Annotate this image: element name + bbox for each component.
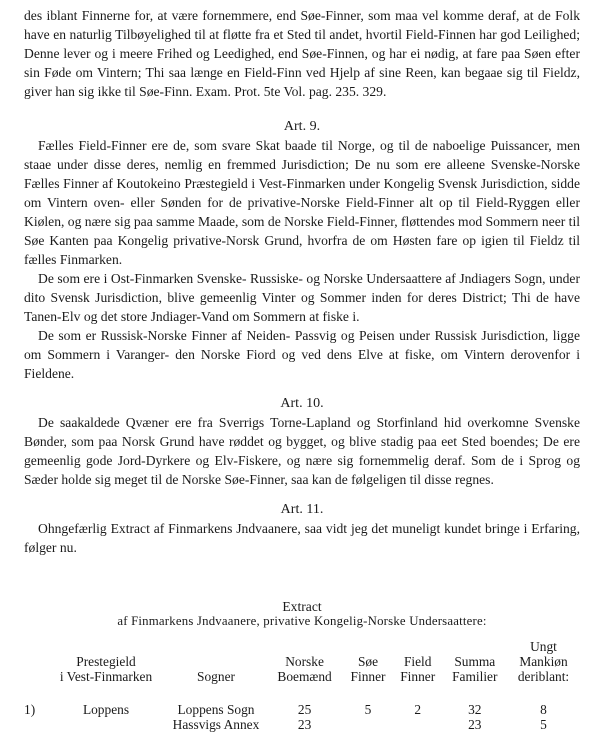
col-number-header [24, 639, 46, 684]
col-ungt-header [507, 639, 580, 684]
inhabitants-table [24, 639, 580, 732]
col-norske-label-1: Norske [285, 654, 324, 669]
article-10-heading: Art. 10. [280, 396, 324, 411]
col-norske-header [266, 639, 343, 684]
table-row [24, 717, 580, 732]
extract-subtitle: af Finmarkens Jndvaanere, privative Kongelig-Norske Undersaattere: [117, 614, 487, 628]
col-field-label-1: Field [403, 654, 432, 669]
row-summa: 23 [468, 717, 482, 732]
col-soe-header [343, 639, 393, 684]
row-ungt: 5 [540, 717, 547, 732]
table-spacer-row [24, 684, 580, 702]
col-field-header [393, 639, 443, 684]
row-number: 1) [24, 702, 36, 717]
col-field-label-2: Finner [400, 669, 436, 684]
row-parish [46, 717, 166, 732]
article-9-paragraph-2: De som ere i Ost-Finmarken Svenske- Russiske- og Norske Undersaattere af Jndiagers Sogn, under dito Svensk Jurisdiction, blive gemeenlig Vinter og Sommer inden for deres District; Thi de have Tanen-Elv og det store Jndiager-Vand om Sommern at fiske i. [24, 271, 580, 324]
table-row [24, 702, 580, 717]
col-ungt-label-2: Mankiøn [519, 654, 568, 669]
row-field [393, 717, 443, 732]
article-11-paragraph-1: Ohngefærlig Extract af Finmarkens Jndvaanere, saa vidt jeg det muneligt kundet bringe i Erfaring, følger nu. [24, 521, 580, 555]
row-soe: 5 [364, 702, 372, 717]
col-summa-label-1: Summa [454, 654, 496, 669]
intro-paragraph: des iblant Finnerne for, at være fornemmere, end Søe-Finner, som maa vel komme deraf, at de Folk have en naturlig Tilbøyelighed til at fløtte fra et Sted til andet, hvortil Field-Finnen har god Leilighed; Denne lever og i meere Frihed og Leedighed, end Søe-Finnen, og har ei nødig, at fare paa Søen efter sin Føde om Vintern; Thi saa længe en Field-Finn ved Hjelp af sine Reen, kan begaae sig til Fieldz, giver han sig ikke til Søe-Finn. Exam. Prot. 5te Vol. pag. 235. 329. [24, 8, 580, 99]
col-sogn-label: Sogner [197, 669, 235, 684]
row-number [24, 717, 46, 732]
extract-title: Extract [282, 599, 322, 614]
article-9-paragraph-3: De som er Russisk-Norske Finner af Neiden- Passvig og Peisen under Russisk Jurisdiction, ligge om Sommern i Varanger- den Norske Fiord og ved dens Elve at fiske, om Vintern derovenfor i Fieldene. [24, 328, 580, 381]
article-9-heading: Art. 9. [283, 119, 321, 134]
row-field: 2 [414, 702, 422, 717]
row-sogn: Hassvigs Annex [172, 717, 260, 732]
col-parish-header [46, 639, 166, 684]
row-ungt: 8 [540, 702, 547, 717]
col-summa-header [443, 639, 507, 684]
row-soe [343, 717, 393, 732]
col-ungt-label-3: deriblant: [517, 669, 570, 684]
col-sogn-header [166, 639, 266, 684]
article-9-paragraph-1: Fælles Field-Finner ere de, som svare Skat baade til Norge, og til de naboelige Puissancer, men staae under disse deres, nemlig en fremmed Jurisdiction; De nu som ere alleene Svenske-Norske Fælles Finner af Koutokeino Præstegield i Vest-Finmarken under Kongelig Svensk Jurisdiction, sidde om Vintern oven- eller Sønden for de privative-Norske Field-Finner alt op til Field-Ryggen eller Kiølen, og nære sig paa samme Maade, som de Norske Field-Finner, fløttendes mod Sommern neer til Søe Kanten paa Kongelig privative-Norsk Grund, hvorfra de om Høsten fare op igien til Fieldz til fælles Finmarken. [24, 138, 580, 267]
row-sogn: Loppens Sogn [177, 702, 255, 717]
col-ungt-label-1: Ungt [530, 639, 557, 654]
col-parish-label-2: i Vest-Finmarken [59, 669, 153, 684]
col-summa-label-2: Familier [452, 669, 498, 684]
col-parish-label-1: Prestegield [76, 654, 136, 669]
article-10-paragraph-1: De saakaldede Qvæner ere fra Sverrigs Torne-Lapland og Storfinland hid overkomne Svenske Bønder, som paa Norsk Grund have røddet og bygget, og blive stadig paa eet Sted boendes; De ere gemeenlig gode Jord-Dyrkere og Elv-Fiskere, og nære sig fornemmelig deraf. Som de i Sprog og Sæder holde sig meget til de Norske Søe-Finner, saa kan de følgeligen til disse regnes. [24, 415, 580, 487]
article-11-heading: Art. 11. [280, 502, 324, 517]
table-header-row [24, 639, 580, 684]
col-norske-label-2: Boemænd [277, 669, 332, 684]
row-norske: 23 [297, 717, 312, 732]
document-page [24, 6, 580, 732]
col-soe-label-1: Søe [357, 654, 379, 669]
row-summa: 32 [468, 702, 482, 717]
row-norske: 25 [297, 702, 312, 717]
col-soe-label-2: Finner [350, 669, 386, 684]
row-parish: Loppens [82, 702, 130, 717]
